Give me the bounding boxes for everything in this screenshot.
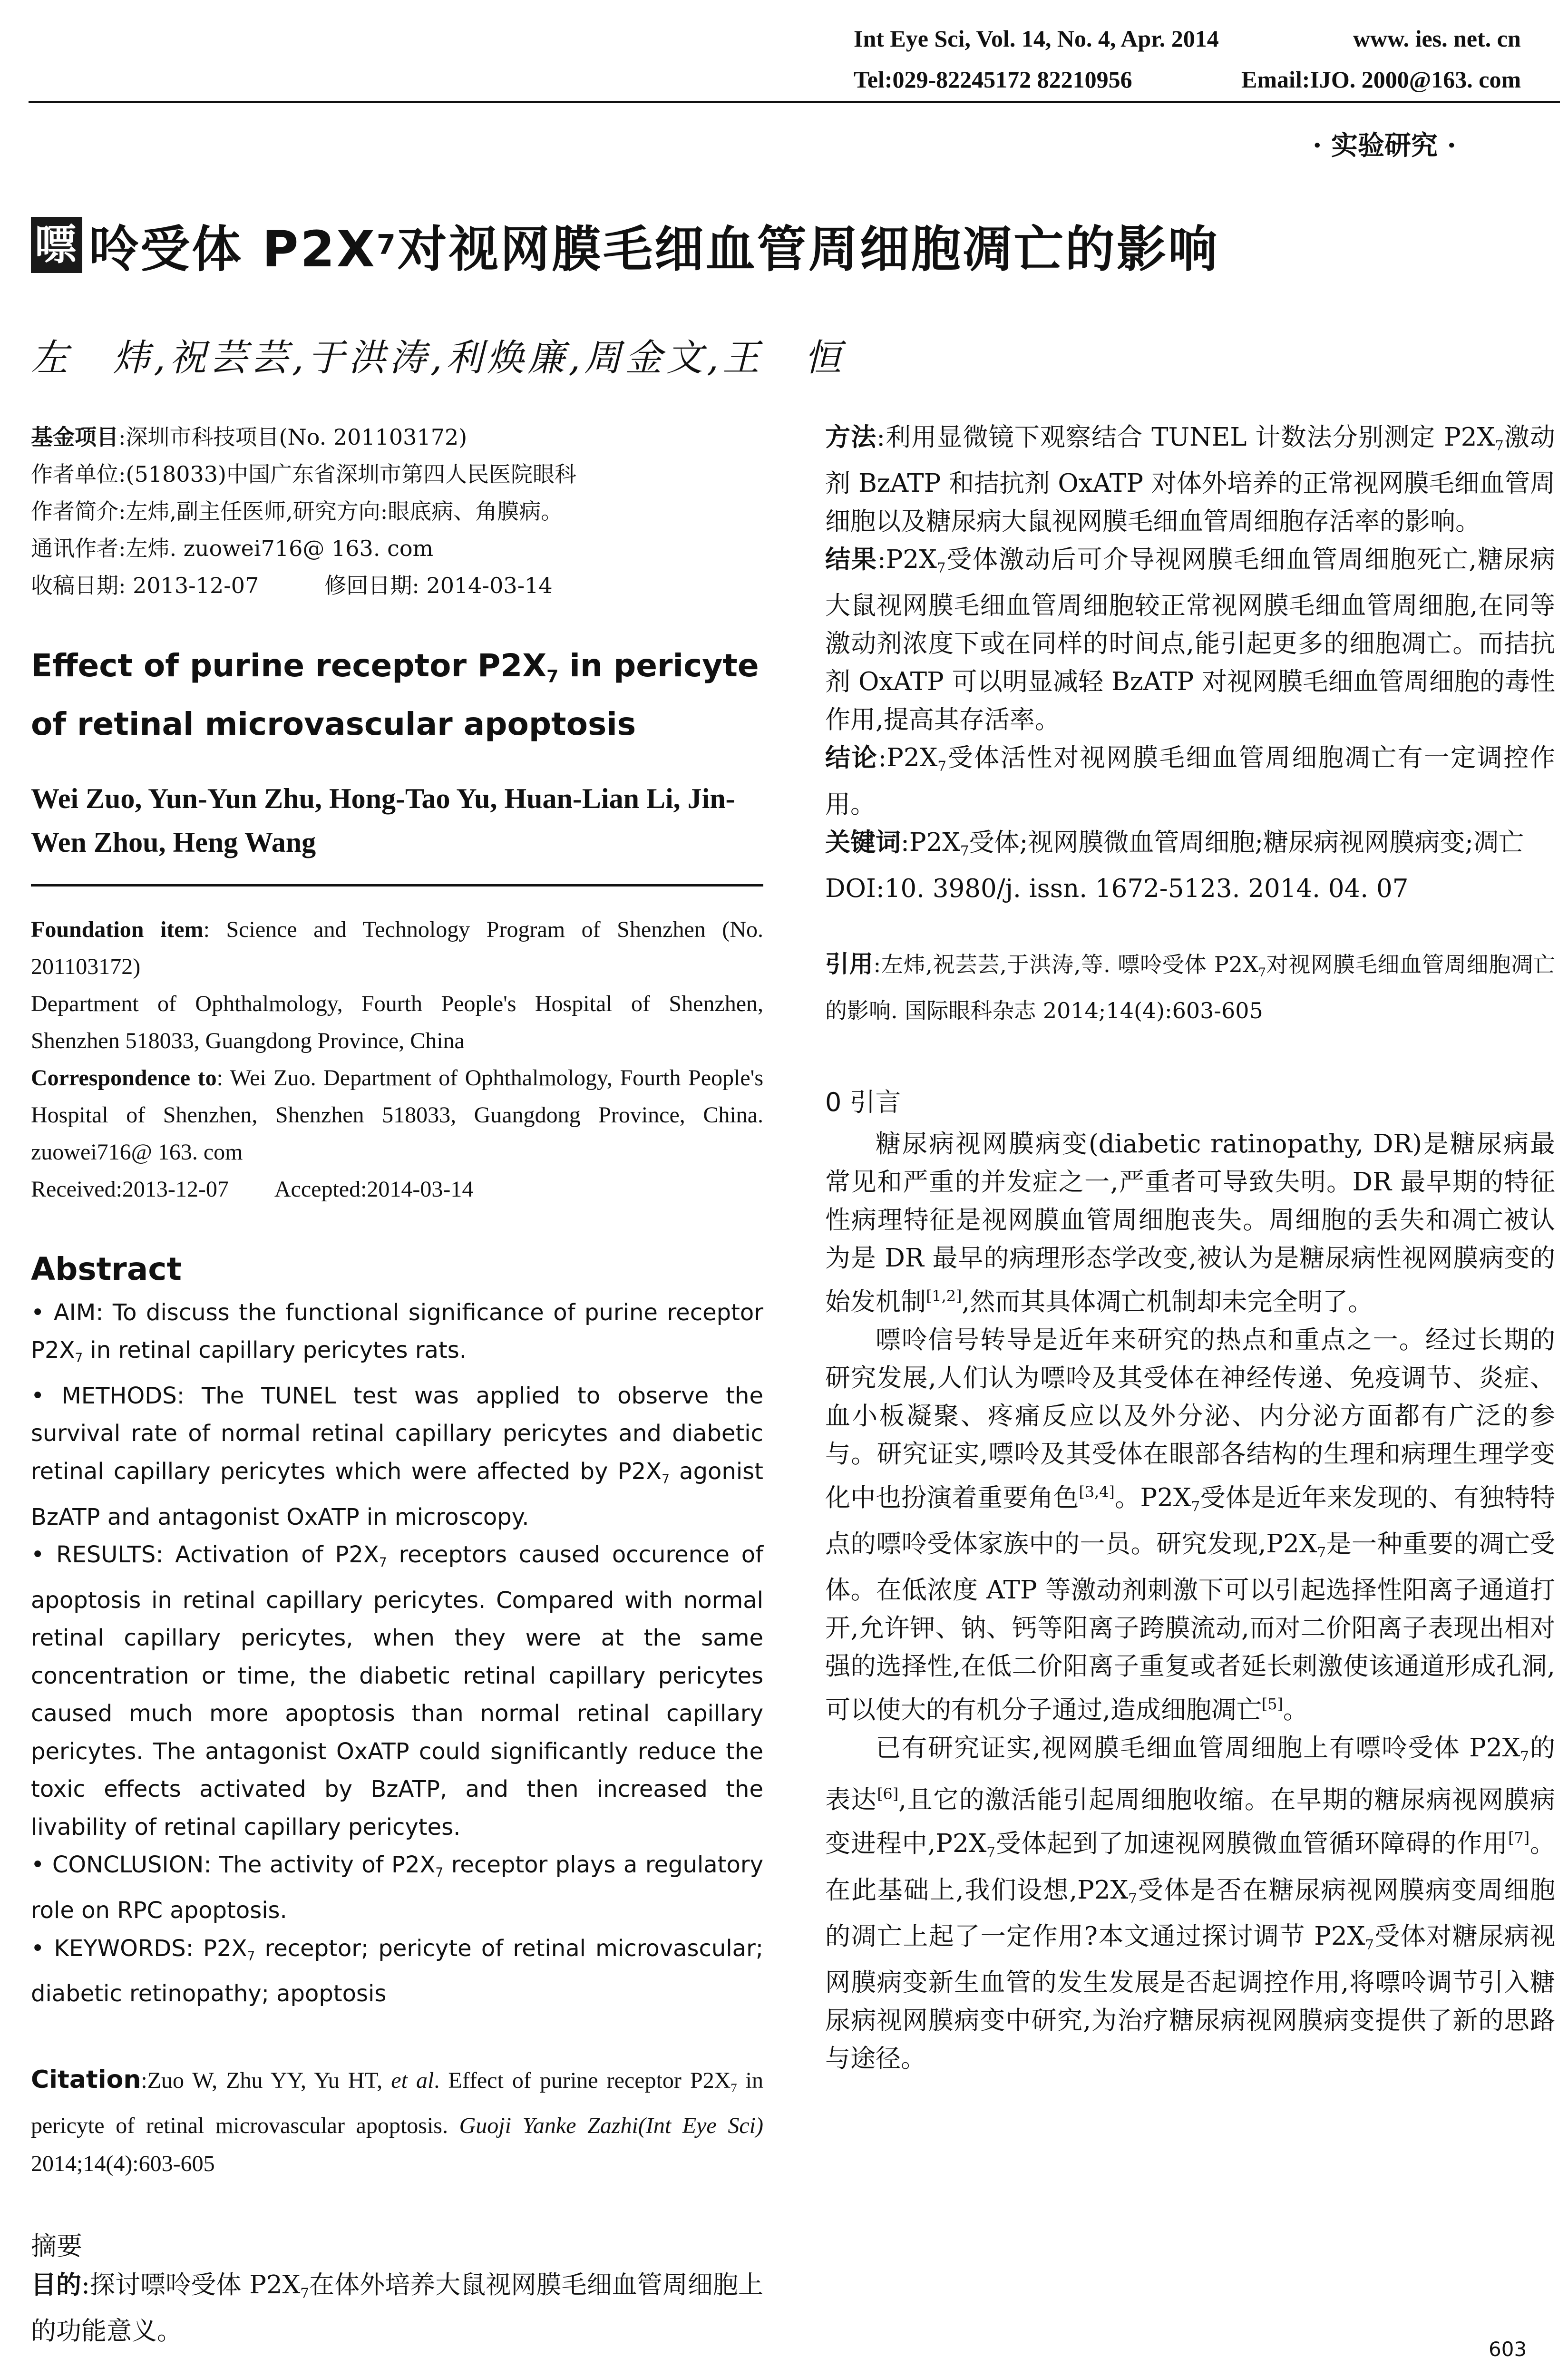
authors-rule — [31, 884, 763, 887]
abstract-keywords: • KEYWORDS: P2X7 receptor; pericyte of retinal microvascular; diabetic retinopathy; apoptosis — [31, 1935, 764, 2007]
meta-dates: 收稿日期: 2013-12-07 修回日期: 2014-03-14 — [31, 573, 553, 598]
left-column — [31, 419, 763, 2350]
abstract-body — [31, 1294, 763, 2013]
meta-cn — [31, 419, 763, 604]
intro-heading: 0 引言 — [825, 1087, 901, 1117]
title-cn-part1: 呤受体 P2X — [89, 220, 377, 278]
journal-logo-char: 嘌 — [31, 217, 82, 273]
abstract-methods: • METHODS: The TUNEL test was applied to observe the survival rate of normal retinal capillary pericytes and diabetic retinal capillary pericytes which were affected by P2X7 agonist BzATP and antagonist OxATP in microscopy. — [31, 1382, 764, 1530]
authors-cn: 左 炜,祝芸芸,于洪涛,利焕廉,周金文,王 恒 — [31, 337, 845, 380]
intro-paragraph-1: 糖尿病视网膜病变(diabetic ratinopathy, DR)是糖尿病最常见和严重的并发症之一,严重者可导致失明。DR 最早期的特征性病理特征是视网膜血管周细胞丧失。周细胞的丢失和凋亡被认为是 DR 最早的病理形态学改变,被认为是糖尿病性视网膜病变的始发机制[1,2],然而其具体凋亡机制却未完全明了。 — [825, 1129, 1555, 1316]
yinyong-cn: 引用:左炜,祝芸芸,于洪涛,等. 嘌呤受体 P2X7对视网膜毛细血管周细胞凋亡的影响. 国际眼科杂志 2014;14(4):603-605 — [825, 950, 1556, 1023]
title-cn-part2: 对视网膜毛细血管周细胞凋亡的影响 — [397, 220, 1219, 278]
zhaiyao-results: 结果:P2X7受体激动后可介导视网膜毛细血管周细胞死亡,糖尿病大鼠视网膜毛细血管周细胞较正常视网膜毛细血管周细胞,在同等激动剂浓度下或在同样的时间点,能引起更多的细胞凋亡。而拮抗剂 OxATP 可以明显减轻 BzATP 对视网膜毛细血管周细胞的毒性作用,提高其存活率。 — [825, 545, 1555, 735]
correspondence-en: Correspondence to: Wei Zuo. Department of Ophthalmology, Fourth People's Hospital of Shenzhen, Shenzhen 518033, Guangdong Province, China. zuowei716@ 163. com — [31, 1065, 763, 1165]
foundation-en: Foundation item: Science and Technology Program of Shenzhen (No. 201103172) — [31, 916, 764, 979]
abstract-conclusion: • CONCLUSION: The activity of P2X7 receptor plays a regulatory role on RPC apoptosis. — [31, 1851, 764, 1924]
article-title-en: Effect of purine receptor P2X7 in pericyte of retinal microvascular apoptosis — [31, 647, 759, 742]
abstract-results: • RESULTS: Activation of P2X7 receptors caused occurence of apoptosis in retinal capillary pericytes. Compared with normal retinal capillary pericytes, when they were at the same concentration or time, the diabetic retinal capillary pericytes caused much more apoptosis than normal retinal capillary pericytes. The antagonist OxATP could significantly reduce the toxic effects activated by BzATP, and then increased the livability of retinal capillary pericytes. — [31, 1541, 764, 1841]
zhaiyao-aim: 目的:探讨嘌呤受体 P2X7在体外培养大鼠视网膜毛细血管周细胞上的功能意义。 — [31, 2270, 763, 2346]
zhaiyao-doi: DOI:10. 3980/j. issn. 1672-5123. 2014. 04. 07 — [825, 874, 1409, 903]
title-cn-sub: 7 — [376, 229, 398, 261]
zhaiyao-conclusion: 结论:P2X7受体活性对视网膜毛细血管周细胞凋亡有一定调控作用。 — [825, 743, 1556, 819]
department-en: Department of Ophthalmology, Fourth People's Hospital of Shenzhen, Shenzhen 518033, Guangdong Province, China — [31, 991, 763, 1053]
meta-bio: 作者简介:左炜,副主任医师,研究方向:眼底病、角膜病。 — [31, 498, 563, 524]
received-en: Received:2013-12-07 Accepted:2014-03-14 — [31, 1176, 474, 1202]
authors-en: Wei Zuo, Yun-Yun Zhu, Hong-Tao Yu, Huan-Lian Li, Jin-Wen Zhou, Heng Wang — [31, 782, 735, 858]
zhaiyao-heading: 摘要 — [31, 2231, 82, 2261]
journal-email: Email:IJO. 2000@163. com — [1241, 66, 1521, 93]
journal-info: Int Eye Sci, Vol. 14, No. 4, Apr. 2014 — [854, 25, 1219, 52]
header-rule — [29, 101, 1560, 103]
journal-website: www. ies. net. cn — [1353, 25, 1521, 52]
page-number: 603 — [1489, 2338, 1527, 2361]
right-column — [825, 419, 1555, 2078]
meta-correspond: 通讯作者:左炜. zuowei716@ 163. com — [31, 536, 434, 561]
intro-paragraph-3: 已有研究证实,视网膜毛细血管周细胞上有嘌呤受体 P2X7的表达[6],且它的激活能引起周细胞收缩。在早期的糖尿病视网膜病变进程中,P2X7受体起到了加速视网膜微血管循环障碍的作用[7]。在此基础上,我们设想,P2X7受体是否在糖尿病视网膜病变周细胞的凋亡上起了一定作用?本文通过探讨调节 P2X7受体对糖尿病视网膜病变新生血管的发生发展是否起调控作用,将嘌呤调节引入糖尿病视网膜病变中研究,为治疗糖尿病视网膜病变提供了新的思路与途径。 — [825, 1734, 1556, 2074]
intro-paragraph-2: 嘌呤信号转导是近年来研究的热点和重点之一。经过长期的研究发展,人们认为嘌呤及其受体在神经传递、免疫调节、炎症、血小板凝聚、疼痛反应以及外分泌、内分泌方面都有广泛的参与。研究证实,嘌呤及其受体在眼部各结构的生理和病理生理学变化中也扮演着重要角色[3,4]。P2X7受体是近年来发现的、有独特特点的嘌呤受体家族中的一员。研究发现,P2X7是一种重要的凋亡受体。在低浓度 ATP 等激动剂刺激下可以引起选择性阳离子通道打开,允许钾、钠、钙等阳离子跨膜流动,而对二价阳离子表现出相对强的选择性,在低二价阳离子重复或者延长刺激使该通道形成孔洞,可以使大的有机分子通过,造成细胞凋亡[5]。 — [825, 1325, 1555, 1725]
zhaiyao-methods: 方法:利用显微镜下观察结合 TUNEL 计数法分别测定 P2X7激动剂 BzATP 和拮抗剂 OxATP 对体外培养的正常视网膜毛细血管周细胞以及糖尿病大鼠视网膜毛细血管周细胞存活率的影响。 — [825, 423, 1556, 536]
article-title-cn — [31, 209, 1219, 281]
meta-affiliation: 作者单位:(518033)中国广东省深圳市第四人民医院眼科 — [31, 461, 576, 487]
citation-en: Citation:Zuo W, Zhu YY, Yu HT, et al. Effect of purine receptor P2X7 in pericyte of retinal microvascular apoptosis. Guoji Yanke Zazhi(Int Eye Sci) 2014;14(4):603-605 — [31, 2065, 763, 2177]
intro-body — [825, 1125, 1555, 2078]
section-tag: · 实验研究 · — [1313, 130, 1456, 161]
abstract-heading: Abstract — [31, 1250, 182, 1287]
journal-tel: Tel:029-82245172 82210956 — [854, 66, 1132, 93]
abstract-aim: • AIM: To discuss the functional significance of purine receptor P2X7 in retinal capillary pericytes rats. — [31, 1299, 763, 1366]
meta-foundation: 基金项目:深圳市科技项目(No. 201103172) — [31, 424, 467, 450]
zhaiyao-keywords: 关键词:P2X7受体;视网膜微血管周细胞;糖尿病视网膜病变;凋亡 — [825, 828, 1524, 859]
